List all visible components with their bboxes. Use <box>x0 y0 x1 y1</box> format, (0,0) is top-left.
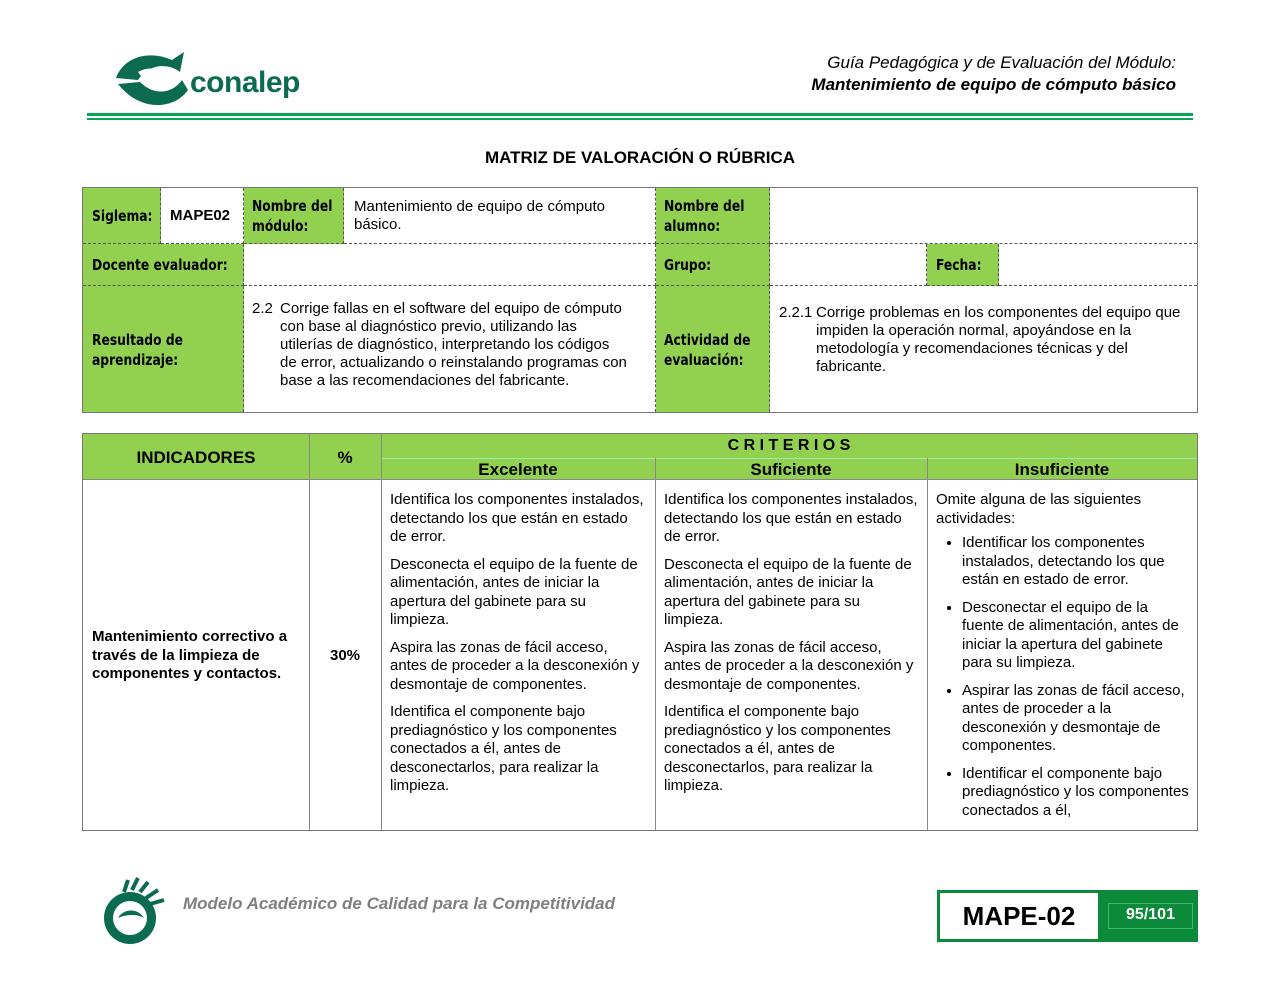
col-divider <box>655 458 656 830</box>
activity-number: 2.2.1 <box>779 304 813 321</box>
excellent-item: Aspira las zonas de fácil acceso, antes de proceder a la desconexión y desmontaje de componentes. <box>390 638 640 693</box>
date-value-cell[interactable] <box>999 244 1197 286</box>
teacher-label-cell <box>83 244 244 286</box>
result-value: Corrige fallas en el software del equipo de cómputo con base al diagnóstico previo, utilizando las utilerías de diagnóstico, interpretando los códigos de error, actualizando o reinstalando programas con base a las recomendaciones del fabricante. <box>280 300 627 389</box>
student-label-cell <box>656 188 770 244</box>
insufficient-header: Insuficiente <box>1014 460 1110 479</box>
header-rule <box>87 113 1193 116</box>
result-label: Resultado de aprendizaje: <box>92 331 183 369</box>
excellent-item: Identifica los componentes instalados, detectando los que están en estado de error. <box>390 491 644 545</box>
guide-title <box>811 52 1176 96</box>
date-label: Fecha: <box>936 256 982 274</box>
percent-header: % <box>337 448 353 467</box>
guide-title-line1: Guía Pedagógica y de Evaluación del Módulo: <box>827 53 1176 72</box>
insufficient-intro: Omite alguna de las siguientes actividades: <box>936 491 1142 527</box>
page-title: MATRIZ DE VALORACIÓN O RÚBRICA <box>484 148 796 167</box>
sigla-label: Siglema: <box>92 207 153 225</box>
sufficient-header: Suficiente <box>750 460 832 479</box>
activity-label: Actividad de evaluación: <box>664 331 751 369</box>
sufficient-item: Desconecta el equipo de la fuente de alimentación, antes de iniciar la apertura del gabinete para su limpieza. <box>664 555 912 628</box>
percent-value: 30% <box>329 647 361 664</box>
col-divider <box>309 434 310 830</box>
excellent-item: Desconecta el equipo de la fuente de alimentación, antes de iniciar la apertura del gabinete para su limpieza. <box>390 555 638 628</box>
page-number: 95/101 <box>1108 903 1193 929</box>
page-number-box <box>1101 890 1198 942</box>
group-value-cell[interactable] <box>770 244 927 286</box>
student-value-cell[interactable] <box>770 188 1197 244</box>
academic-model-seal-icon <box>94 874 168 946</box>
logo-text: conalep <box>190 66 300 99</box>
guide-title-line2: Mantenimiento de equipo de cómputo básico <box>811 75 1176 94</box>
info-table <box>82 187 1198 413</box>
group-label: Grupo: <box>664 256 712 274</box>
activity-label-cell <box>656 286 770 412</box>
result-number: 2.2 <box>252 300 273 317</box>
activity-value: Corrige problemas en los componentes del equipo que impiden la operación normal, apoyándose en la metodología y recomendaciones técnicas y del fabricante. <box>816 304 1181 375</box>
module-value: Mantenimiento de equipo de cómputo básico. <box>354 198 606 233</box>
insufficient-item: • Desconectar el equipo de la fuente de alimentación, antes de iniciar la apertura del gabinete para su limpieza. <box>962 599 1192 673</box>
date-label-cell <box>927 244 999 286</box>
excellent-item: Identifica el componente bajo prediagnóstico y los componentes conectados a él, antes de desconectarlos, para realizar la limpieza. <box>390 703 617 794</box>
col-divider <box>381 434 382 830</box>
insufficient-list <box>936 534 1192 820</box>
indicators-header: INDICADORES <box>136 448 256 467</box>
col-divider <box>927 458 928 830</box>
teacher-value-cell[interactable] <box>244 244 656 286</box>
module-label: Nombre del módulo: <box>252 197 333 235</box>
sigla-value: MAPE02 <box>170 207 231 224</box>
module-code-box: MAPE-02 <box>937 890 1101 942</box>
sigla-value-cell <box>161 188 244 244</box>
insufficient-item: • Identificar el componente bajo prediagnóstico y los componentes conectados a él, <box>962 765 1192 821</box>
result-value-cell <box>244 286 656 412</box>
excellent-criteria <box>390 491 648 805</box>
rubric-table <box>82 433 1198 831</box>
activity-value-cell <box>770 286 1197 412</box>
insufficient-criteria <box>936 491 1192 829</box>
excellent-header: Excelente <box>478 460 558 479</box>
module-label-cell <box>244 188 344 244</box>
criteria-divider <box>381 458 1197 459</box>
indicator-text: Mantenimiento correctivo a través de la limpieza de componentes y contactos. <box>92 628 288 682</box>
result-label-cell <box>83 286 244 412</box>
sufficient-criteria <box>664 491 920 805</box>
criteria-header: C R I T E R I O S <box>727 437 851 454</box>
teacher-label: Docente evaluador: <box>92 256 228 274</box>
sufficient-item: Aspira las zonas de fácil acceso, antes de proceder a la desconexión y desmontaje de componentes. <box>664 638 914 693</box>
footer-tagline: Modelo Académico de Calidad para la Competitividad <box>183 894 616 913</box>
insufficient-item: • Aspirar las zonas de fácil acceso, antes de proceder a la desconexión y desmontaje de componentes. <box>962 682 1192 756</box>
sufficient-item: Identifica los componentes instalados, detectando los que están en estado de error. <box>664 491 918 545</box>
header-rule-thin <box>87 118 1193 120</box>
module-value-cell <box>344 188 656 244</box>
group-label-cell <box>656 244 770 286</box>
student-label: Nombre del alumno: <box>664 197 745 235</box>
insufficient-item: • Identificar los componentes instalados, detectando los que están en estado de error. <box>962 534 1192 590</box>
sufficient-item: Identifica el componente bajo prediagnóstico y los componentes conectados a él, antes de desconectarlos, para realizar la limpieza. <box>664 703 891 794</box>
sigla-label-cell <box>83 188 161 244</box>
